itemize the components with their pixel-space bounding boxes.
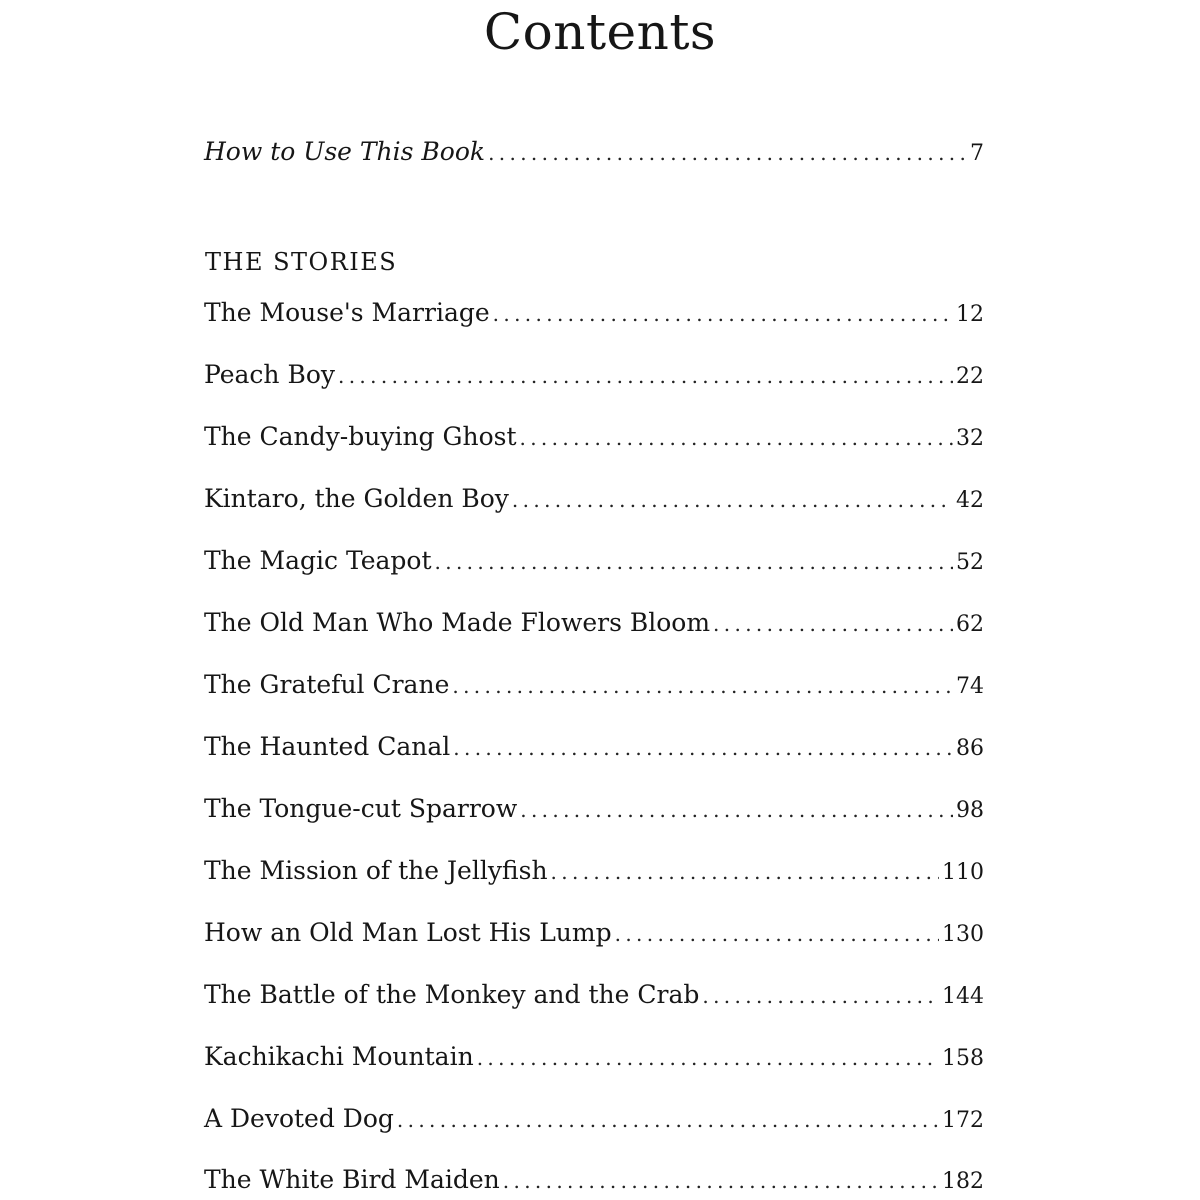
toc-entry-how-to-use[interactable] [204,134,984,170]
toc-entry[interactable] [204,419,984,455]
toc-entry-title: The Tongue-cut Sparrow [204,794,518,823]
toc-entry-title: Peach Boy [204,360,335,389]
toc-entry-title: Kachikachi Mountain [204,1042,474,1071]
toc-entry-page: 7 [970,141,984,166]
dot-leader [338,358,953,394]
toc-entry-title: The Mission of the Jellyfish [204,856,548,885]
toc-entry-title: How to Use This Book [204,137,486,166]
toc-entry-page: 52 [956,550,984,575]
toc-entry[interactable] [204,667,984,703]
toc-entry-page: 86 [956,736,984,761]
toc-entry-title: Kintaro, the Golden Boy [204,484,509,513]
toc-entry[interactable] [204,605,984,641]
toc-entry[interactable] [204,1039,984,1075]
dot-leader [615,916,939,952]
toc-entry-page: 182 [942,1169,984,1194]
dot-leader [435,544,953,580]
toc-entry[interactable] [204,357,984,393]
toc-entry-title: The Candy-buying Ghost [204,422,517,451]
toc-entry-title: The Mouse's Marriage [204,298,490,327]
dot-leader [512,482,953,518]
toc-entry-page: 12 [956,302,984,327]
toc-entry-page: 172 [942,1108,984,1133]
section-heading: THE STORIES [205,248,398,276]
toc-entry-title: A Devoted Dog [204,1104,394,1133]
dot-leader [452,668,953,704]
toc-entry-title: The Old Man Who Made Flowers Bloom [204,608,711,637]
dot-leader [713,606,953,642]
toc-entry[interactable] [204,1101,984,1137]
dot-leader [477,1040,939,1076]
toc-entry-title: The Magic Teapot [204,546,432,575]
toc-entry[interactable] [204,295,984,331]
toc-entry[interactable] [204,481,984,517]
dot-leader [488,135,967,171]
toc-entry-title: The Battle of the Monkey and the Crab [204,980,700,1009]
toc-entry-page: 22 [956,364,984,389]
toc-entry-page: 42 [956,488,984,513]
toc-entry-title: The Haunted Canal [204,732,451,761]
dot-leader [520,420,954,456]
toc-entry-page: 62 [956,612,984,637]
toc-entry-title: How an Old Man Lost His Lump [204,918,612,947]
dot-leader [493,296,953,332]
toc-entry[interactable] [204,915,984,951]
toc-entry-title: The White Bird Maiden [204,1165,500,1194]
toc-entry[interactable] [204,1162,984,1198]
toc-entry-page: 74 [956,674,984,699]
toc-entry[interactable] [204,853,984,889]
toc-entry[interactable] [204,543,984,579]
toc-entry[interactable] [204,729,984,765]
toc-entry-page: 144 [942,984,984,1009]
toc-entry-page: 32 [956,426,984,451]
dot-leader [503,1163,939,1199]
toc-entry-page: 110 [942,860,984,885]
toc-entry-page: 158 [942,1046,984,1071]
dot-leader [453,730,953,766]
toc-entry[interactable] [204,791,984,827]
dot-leader [520,792,953,828]
toc-entry-page: 130 [942,922,984,947]
dot-leader [397,1102,939,1138]
toc-entry-page: 98 [956,798,984,823]
toc-entry[interactable] [204,977,984,1013]
dot-leader [551,854,939,890]
dot-leader [702,978,939,1014]
page-title: Contents [483,3,717,61]
toc-entry-title: The Grateful Crane [204,670,450,699]
